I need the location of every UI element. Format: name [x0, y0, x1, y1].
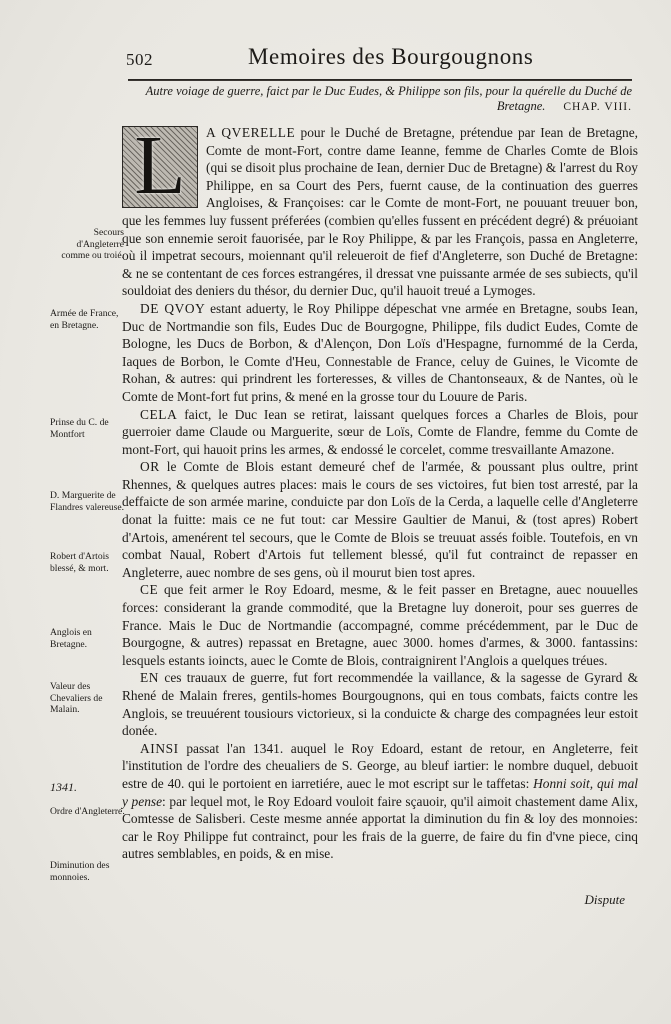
paragraph-7 — [122, 740, 638, 863]
margin-note-armee: Armée de France, en Bretagne. — [50, 308, 119, 331]
garter-motto: Honni soit, qui mal y pense — [122, 775, 638, 809]
paragraph-text: passat l'an 1341. auquel le Roy Edoard, estant de retour, en Angleterre, feit l'institution de l'ordre des cheualiers de S. George, au bleuf iartier: le nombre duquel, debuoit estre de 40. qui le portoient en iarretiére, auec le mot escript sur le taffetas: — [122, 740, 638, 791]
paragraph-6 — [122, 669, 638, 739]
margin-note-marguerite: D. Marguerite de Flandres valereuse. — [50, 490, 125, 513]
main-text — [122, 119, 639, 863]
paragraph-4 — [122, 458, 638, 581]
chapter-number: CHAP. VIII. — [563, 101, 632, 113]
paragraph-text: : par lequel mot, le Roy Edoard vouloit faire sçauoir, qu'il aimoit chastement dame Alix, Comtesse de Salisberi. Ceste mesme année apportat la diminution du fin & loy des monnoies: car le Roy Philippe fut contrainct, pour les frais de la guerre, de faire du fin d'vne piece, cinq autres semblables, en poids, & en mise. — [122, 793, 638, 862]
paragraph-text: pour le Duché de Bretagne, prétendue par Iean de Bretagne, Comte de mont-Fort, contre dame Ieanne, femme de Charles Comte de Blois (qui se disoit plus prochaine de Iean, dernier Duc de Bretagne) & l'arrest du Roy Philippe, en sa Court des Pers, fuernt cause, de la continuation des guerres Angloises, & Françoises: car le Comte de mont-Fort, ne pouuant treuuer bon, que les femmes luy fussent préferées (combien qu'elles fussent en précédent degré) & préuoiant que son ennemie seroit fauorisée, par le Roy Philippe, & par les François, passa en Angleterre, où il impetrat secours, moiennant qu'il releueroit de fief d'Angleterre, son Duché de Bretagne: & ne se contentant de ces forces estrangéres, il dressat vne puissante armée de ses subiects, qu'il souldoiat des deniers du thésor, du dernier Duc, qu'il hauoit treué a Lymoges. — [122, 125, 639, 299]
header-rule — [128, 79, 632, 81]
catchword: Dispute — [584, 892, 625, 907]
chapter-heading — [132, 84, 632, 115]
paragraph-text: faict, le Duc Iean se retirat, laissant quelques forces a Charles de Blois, pour guerroier dame Claude ou Marguerite, sœur de Loïs, Comte de Flandre, femme du Comte de mont-Fort, qui hauoit prins les armes, & endossé le corcelet, comme tresvaillante Amazone. — [122, 406, 638, 457]
margin-note-diminution: Diminution des monnoies. — [50, 860, 110, 883]
paragraph-text: le Comte de Blois estant demeuré chef de l'armée, & poussant plus oultre, print Rhennes, & quelques autres places: mais le cours de ses victoires, fut bien tost arresté, par la deffaicte de son armée marine, conduicte par don Loïs de la Cerda, a laquelle celle d'Angleterre donat la fuitte: mais ce ne fut tout: car Messire Gaultier de Manui, & (tost apres) Robert d'Artois, amenérent tel secours, que le Comte de Blois se treuuat assés foible. Toutefois, en vn combat Naual, Robert d'Artois fut tellement blessé, qu'il fut contrainct de repasser en Angleterre, auec nombre de ses gens, où il mourut bien tost apres. — [122, 459, 638, 580]
paragraph-text: ces trauaux de guerre, fut fort recommendée la vaillance, & la sagesse de Gyrard & Rhené de Malain freres, gentils-homes Bourgougnons, qui en tous combats, faicts contre les Anglois, se treuuérent tousiours victorieux, si la conduicte & charge des compagnées leur estoit donée. — [122, 670, 638, 739]
paragraph-1 — [122, 119, 639, 300]
running-title: Memoires des Bourgougnons — [248, 44, 534, 69]
paragraph-lead: DE QVOY — [140, 300, 206, 316]
page-number: 502 — [126, 50, 153, 69]
margin-note-ordre: Ordre d'Angleterre. — [50, 806, 125, 817]
decorated-initial: L — [122, 126, 198, 208]
paragraph-lead: CELA — [140, 406, 178, 422]
paragraph-lead: OR — [140, 459, 160, 475]
margin-note-secours: Secours d'Angleterre comme ou troié. — [61, 227, 124, 261]
paragraph-lead: CE — [140, 582, 159, 598]
margin-note-year: 1341. — [50, 780, 77, 794]
margin-note-robert: Robert d'Artois blessé, & mort. — [50, 551, 110, 574]
paragraph-2 — [122, 300, 638, 406]
paragraph-text: estant aduerty, le Roy Philippe dépeschat vne armée en Bretagne, soubs Iean, Duc de Nortmandie son fils, Eudes Duc de Bourgogne, Philippe, fils dudict Eudes, Comte de Bologne, les Ducs de Borbon, & d'Alençon, Don Loïs d'Hespagne, furnommé de la Cerda, Iaques de Borbon, le Comte d'Heu, Connestable de France, celuy de Guines, le Vicomte de Rohan, & autres: qui prindrent les forteresses, & villes de Chantonseaux, & de Nantes, où le Comte de Mont-fort fut prins, & mené en la grosse tour du Louure de Paris. — [122, 300, 638, 404]
paragraph-3 — [122, 406, 638, 459]
chapter-title: Autre voiage de guerre, faict par le Duc Eudes, & Philippe son fils, pour la quérelle du Duché de Bretagne. — [145, 84, 632, 113]
paragraph-text: que feit armer le Roy Edoard, mesme, & le feit passer en Bretagne, auec nouuelles forces: considerant la grande commodité, que la Bretagne luy doneroit, pour ses guerres de France. Mais le Duc de Nortmandie (accompagné, comme précédemment, par le Duc de Bourgogne, & autres) repassat en Bretagne, auec 3000. homes d'armes, & 3000. fantassins: lesquels estants ioincts, auec le Comte de Blois, contraignirent l'Anglois a quelques tréues. — [122, 582, 638, 668]
margin-note-malain: Valeur des Chevaliers de Malain. — [50, 681, 103, 715]
margin-note-anglois: Anglois en Bretagne. — [50, 627, 92, 650]
running-head — [112, 38, 632, 72]
paragraph-5 — [122, 581, 638, 669]
paragraph-lead: A QVERELLE — [206, 125, 296, 140]
paragraph-lead: EN — [140, 670, 160, 686]
paragraph-lead: AINSI — [140, 740, 179, 756]
margin-note-prinse: Prinse du C. de Montfort — [50, 417, 109, 440]
